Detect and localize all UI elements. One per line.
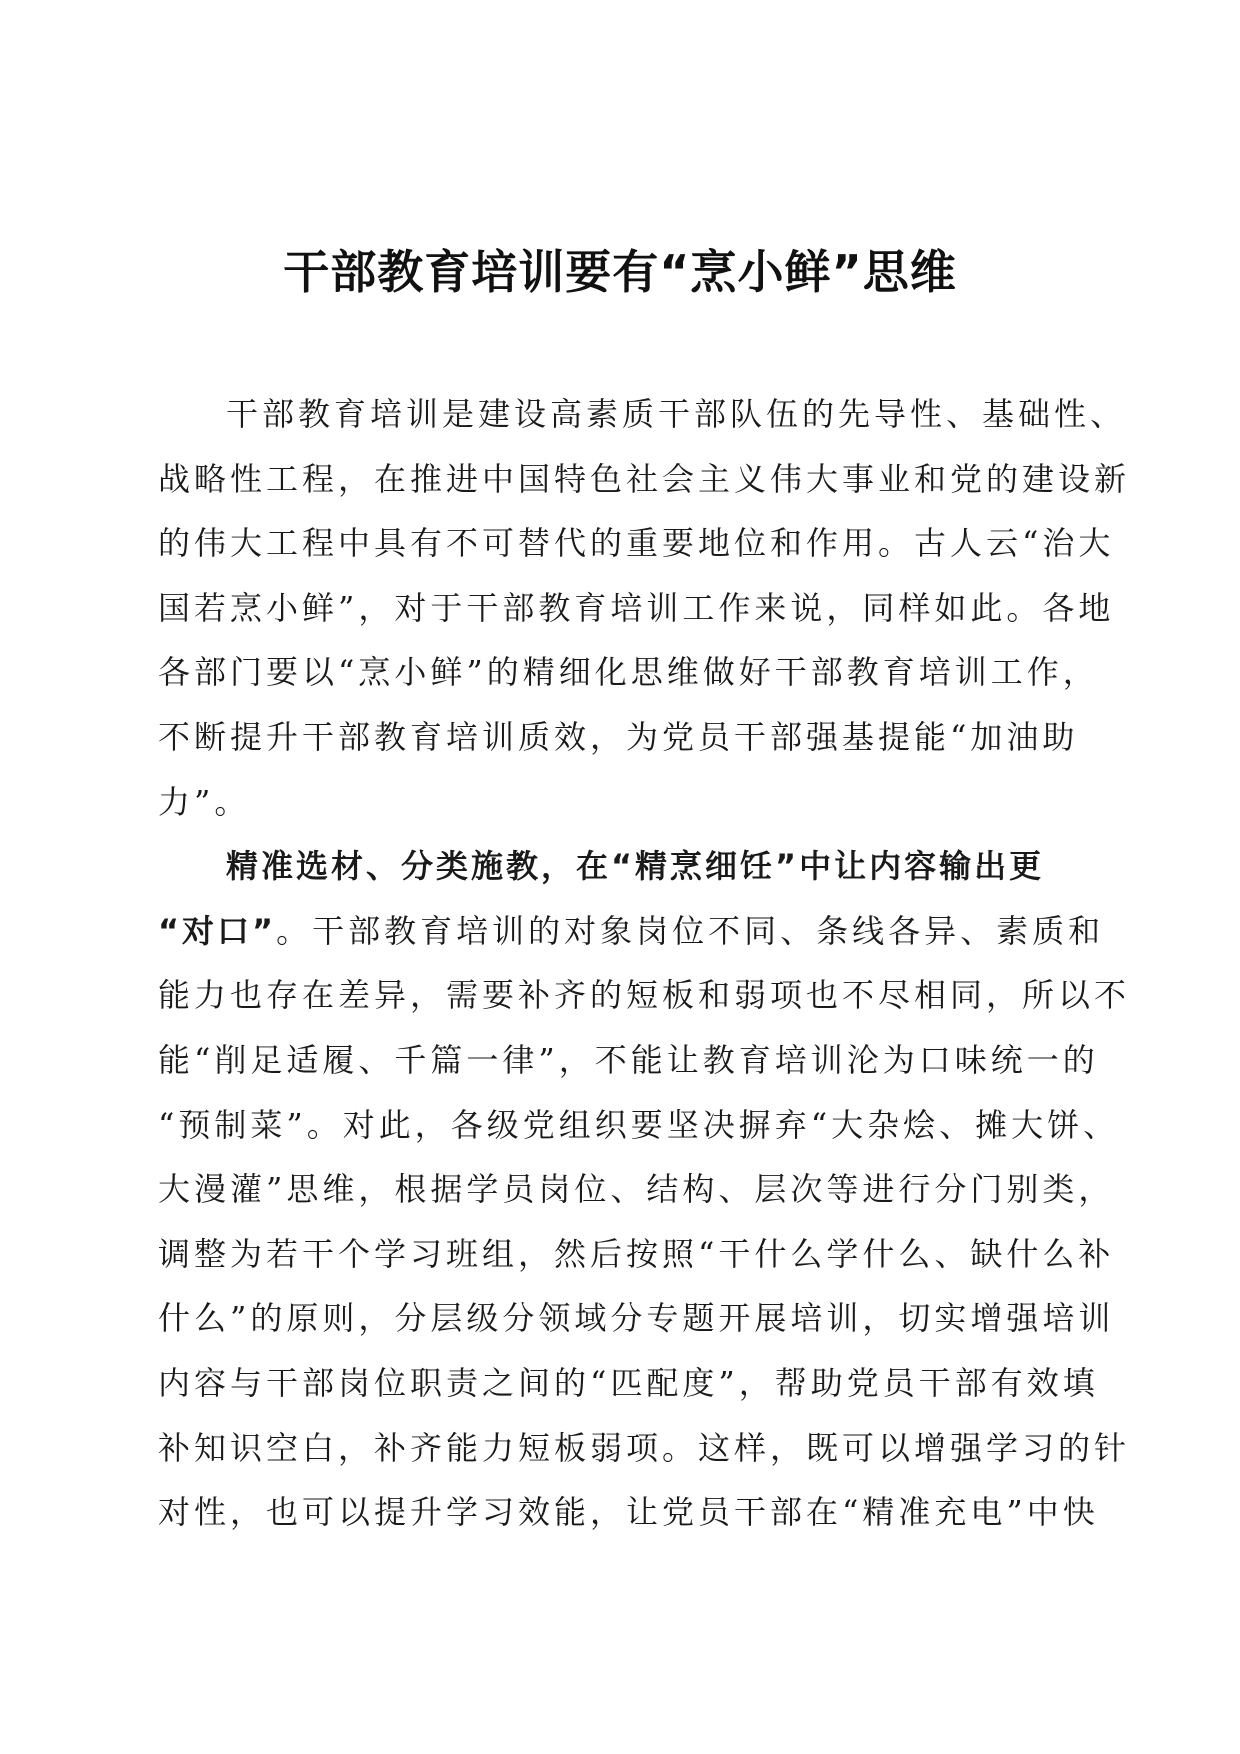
paragraph-2-line: 内容与干部岗位职责之间的“匹配度”，帮助党员干部有效填 — [158, 1363, 1099, 1402]
paragraph-2-line: 调整为若干个学习班组，然后按照“干什么学什么、缺什么补 — [158, 1234, 1115, 1273]
paragraph-1-line: 战略性工程，在推进中国特色社会主义伟大事业和党的建设新 — [158, 459, 1131, 498]
paragraph-1-line: 各部门要以“烹小鲜”的精细化思维做好干部教育培训工作， — [158, 653, 1099, 692]
document-body — [158, 382, 1131, 1545]
paragraph-2-line: 对性，也可以提升学习效能，让党员干部在“精准充电”中快 — [158, 1493, 1099, 1532]
paragraph-1-line: 力”。 — [158, 782, 251, 821]
paragraph-1-line: 不断提升干部教育培训质效，为党员干部强基提能“加油助 — [158, 717, 1079, 756]
paragraph-1-line: 干部教育培训是建设高素质干部队伍的先导性、基础性、 — [226, 395, 1127, 433]
paragraph-2-line: 什么”的原则，分层级分领域分专题开展培训，切实增强培训 — [158, 1299, 1115, 1338]
paragraph-2-line-text: 。干部教育培训的对象岗位不同、条线各异、素质和 — [276, 911, 1105, 950]
section-heading: 精准选材、分类施教，在“精烹细饪”中让内容输出更 — [226, 847, 1045, 886]
paragraph-2-line — [158, 899, 1105, 964]
paragraph-2-line: “预制菜”。对此，各级党组织要坚决摒弃“大杂烩、摊大饼、 — [158, 1105, 1120, 1144]
document-title: 干部教育培训要有“烹小鲜”思维 — [283, 245, 957, 299]
paragraph-1-line: 国若烹小鲜”，对于干部教育培训工作来说，同样如此。各地 — [158, 588, 1115, 627]
paragraph-2-line: 大漫灌”思维，根据学员岗位、结构、层次等进行分门别类， — [158, 1170, 1115, 1209]
section-heading-continued: “对口” — [158, 911, 277, 950]
paragraph-2-line: 补知识空白，补齐能力短板弱项。这样，既可以增强学习的针 — [158, 1428, 1131, 1467]
paragraph-2-line: 能“削足适履、千篇一律”，不能让教育培训沦为口味统一的 — [158, 1040, 1099, 1079]
paragraph-1-line: 的伟大工程中具有不可替代的重要地位和作用。古人云“治大 — [158, 524, 1115, 563]
paragraph-2-line: 能力也存在差异，需要补齐的短板和弱项也不尽相同，所以不 — [158, 976, 1131, 1015]
